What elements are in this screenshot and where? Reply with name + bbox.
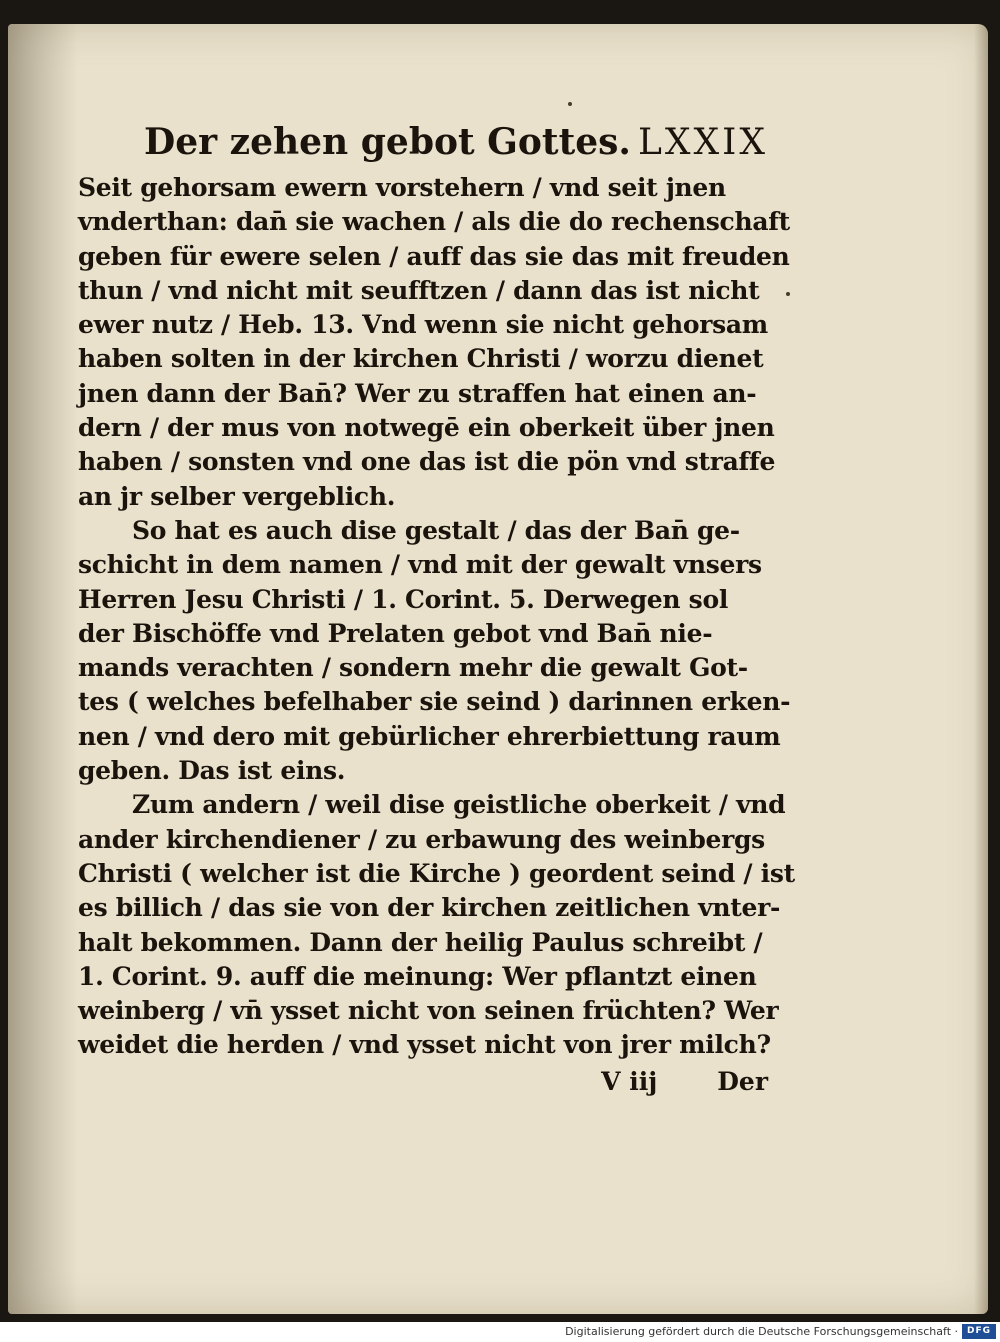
running-head-title: Der zehen gebot Gottes. <box>144 121 631 163</box>
paragraph-1 <box>78 171 790 514</box>
funding-credit: Digitalisierung gefördert durch die Deutsche Forschungsgemeinschaft · <box>565 1325 958 1338</box>
text-line: geben. Das ist eins. <box>78 756 346 786</box>
text-line: der Bischöffe vnd Prelaten gebot vnd Ban̄ nie- <box>78 618 713 648</box>
text-line: Seit gehorsam ewern vorstehern / vnd seit jnen <box>78 173 726 202</box>
text-line: Zum andern / weil dise geistliche oberkeit / vnd <box>132 790 786 820</box>
text-line: nen / vnd dero mit gebürlicher ehrerbiettung raum <box>78 721 781 751</box>
paragraph-3 <box>78 788 795 1062</box>
dfg-logo-icon: DFG <box>962 1324 996 1339</box>
text-line: mands verachten / sondern mehr die gewalt Got- <box>78 653 748 683</box>
text-line: halt bekommen. Dann der heilig Paulus schreibt / <box>78 927 763 957</box>
text-line: tes ( welches befelhaber sie seind ) darinnen erken- <box>78 687 791 717</box>
text-line: schicht in dem namen / vnd mit der gewalt vnsers <box>78 550 762 580</box>
text-line: geben für ewere selen / auff das sie das mit freuden <box>78 241 790 271</box>
footer-bar <box>0 1322 1000 1342</box>
text-line: haben solten in der kirchen Christi / worzu dienet <box>78 344 764 374</box>
text-line: ewer nutz / Heb. 13. Vnd wenn sie nicht gehorsam <box>78 310 768 340</box>
text-line: haben / sonsten vnd one das ist die pön vnd straffe <box>78 447 776 477</box>
text-line: thun / vnd nicht mit seufftzen / dann das ist nicht <box>78 275 760 305</box>
text-line: 1. Corint. 9. auff die meinung: Wer pflantzt einen <box>78 961 757 991</box>
text-line: Christi ( welcher ist die Kirche ) geordent seind / ist <box>78 858 795 888</box>
text-line: Herren Jesu Christi / 1. Corint. 5. Derwegen sol <box>78 584 729 614</box>
text-line: So hat es auch dise gestalt / das der Ban̄ ge- <box>132 515 740 545</box>
running-head <box>78 114 768 171</box>
text-line: dern / der mus von notwegē ein oberkeit über jnen <box>78 413 775 443</box>
page-text-block <box>78 114 795 1099</box>
catchline <box>78 1065 768 1099</box>
text-line: ander kirchendiener / zu erbawung des weinbergs <box>78 824 765 854</box>
text-line: vnderthan: dan̄ sie wachen / als die do rechenschaft <box>78 207 790 237</box>
text-line: jnen dann der Ban̄? Wer zu straffen hat einen an- <box>78 378 757 408</box>
paper-speck <box>786 292 790 296</box>
signature-mark: V iij <box>601 1066 658 1096</box>
binding-shadow <box>8 24 78 1314</box>
book-page <box>8 24 988 1314</box>
paper-speck <box>568 102 572 106</box>
paragraph-2 <box>78 514 791 788</box>
foliation-number: LXXIX <box>637 122 768 163</box>
text-line: an jr selber vergeblich. <box>78 481 396 511</box>
text-line: weinberg / vn̄ ysset nicht von seinen früchten? Wer <box>78 996 779 1026</box>
page-edge <box>974 24 988 1314</box>
catchword: Der <box>717 1066 768 1096</box>
text-line: weidet die herden / vnd ysset nicht von jrer milch? <box>78 1030 771 1060</box>
text-line: es billich / das sie von der kirchen zeitlichen vnter- <box>78 893 781 923</box>
